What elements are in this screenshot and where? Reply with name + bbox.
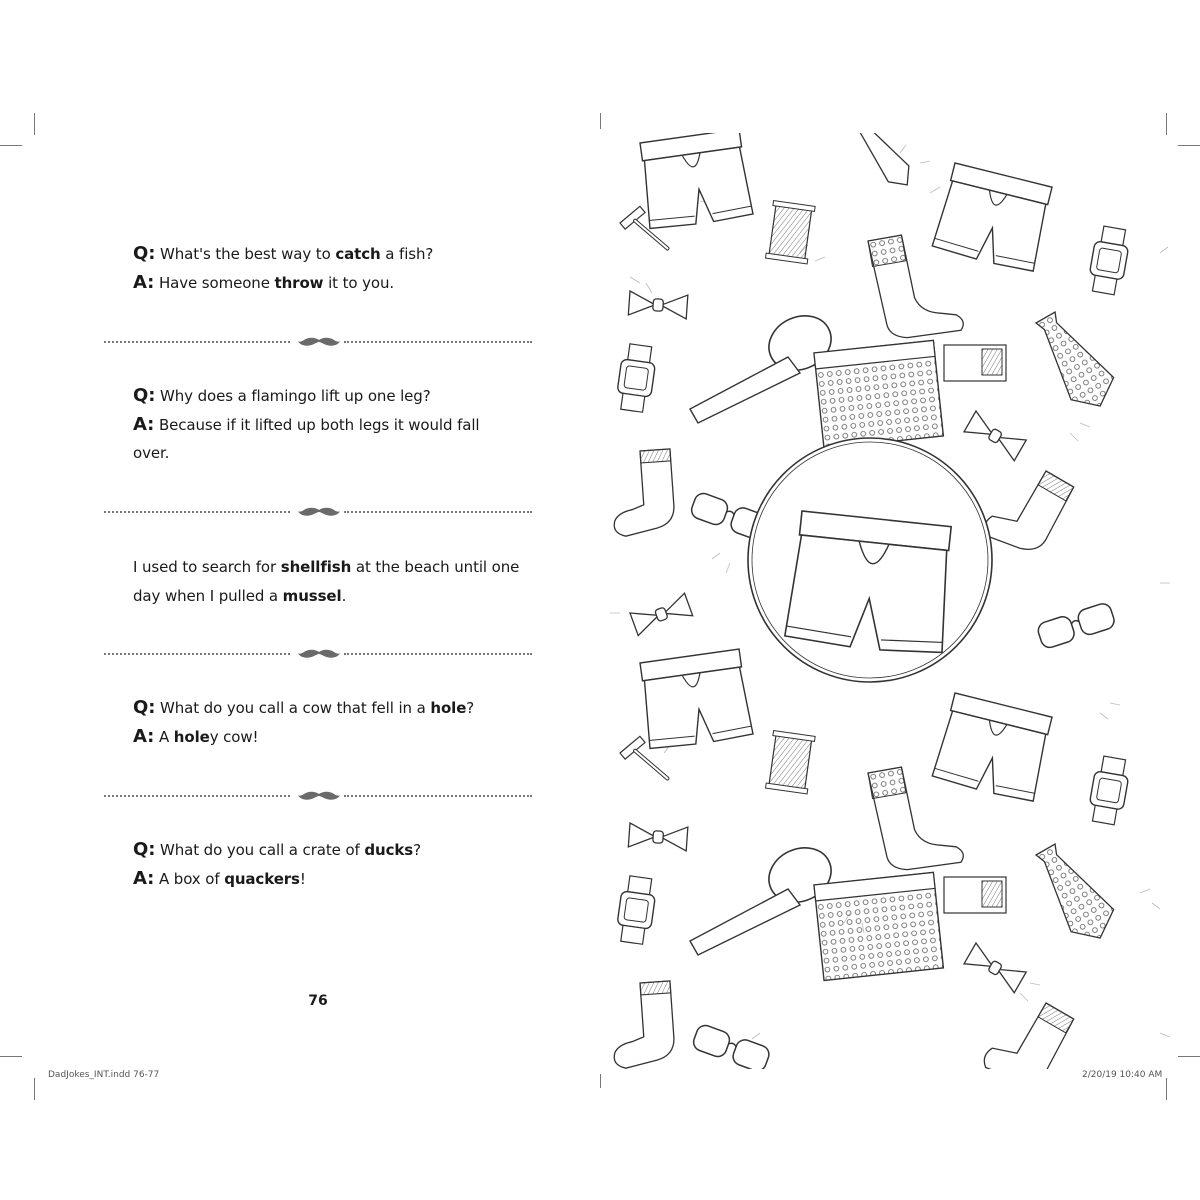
text: a fish?: [380, 245, 434, 263]
question-line: [133, 694, 533, 723]
a-label: A:: [133, 271, 155, 293]
text: over.: [133, 444, 170, 462]
a-label: A:: [133, 413, 155, 435]
text: !: [299, 869, 306, 888]
joke-1: [133, 240, 533, 297]
text: ?: [466, 699, 475, 717]
answer-line: [133, 269, 533, 298]
answer-line: [133, 411, 533, 440]
print-slug-right: 2/20/19 10:40 AM: [1082, 1070, 1163, 1080]
answer-line: [133, 723, 533, 752]
joke-3: [133, 553, 533, 610]
bold-word: catch: [335, 245, 381, 263]
text: What do you call a crate of: [159, 841, 365, 859]
crop-mark: [34, 113, 35, 135]
q-label: Q:: [133, 385, 156, 406]
coloring-pattern-illustration: [600, 133, 1186, 1069]
mustache-divider: [104, 336, 532, 348]
mustache-icon: [298, 506, 340, 518]
text: A: [158, 727, 174, 746]
bold-word: ducks: [364, 841, 414, 859]
question-line: [133, 836, 533, 865]
question-line: [133, 382, 533, 411]
joke-4: [133, 694, 533, 751]
text: Have someone: [158, 273, 275, 292]
text: day when I pulled a: [133, 586, 283, 605]
bold-word: shellfish: [280, 558, 352, 576]
text: .: [341, 586, 347, 605]
text: A box of: [158, 869, 225, 888]
text: What do you call a cow that fell in a: [159, 699, 431, 717]
right-page: [600, 0, 1200, 1200]
a-label: A:: [133, 867, 155, 889]
mustache-divider: [104, 506, 532, 518]
answer-continuation: [133, 439, 533, 468]
text: at the beach until one: [351, 558, 520, 576]
text: y cow!: [209, 727, 259, 746]
print-slug-left: DadJokes_INT.indd 76-77: [48, 1070, 160, 1080]
crop-mark: [0, 145, 22, 146]
mustache-icon: [298, 336, 340, 348]
mustache-divider: [104, 790, 532, 802]
crop-mark: [34, 1078, 35, 1100]
joke-line: [133, 582, 533, 611]
bold-word: quackers: [224, 869, 300, 888]
crop-mark: [1166, 113, 1167, 135]
answer-line: [133, 865, 533, 894]
bold-word: hole: [430, 699, 467, 717]
q-label: Q:: [133, 839, 156, 860]
text: it to you.: [323, 273, 395, 292]
question-line: [133, 240, 533, 269]
q-label: Q:: [133, 243, 156, 264]
page-number: 76: [308, 993, 328, 1009]
mustache-icon: [298, 648, 340, 660]
bold-word: mussel: [282, 586, 342, 605]
mustache-icon: [298, 790, 340, 802]
a-label: A:: [133, 725, 155, 747]
mustache-divider: [104, 648, 532, 660]
bold-word: hole: [173, 727, 210, 746]
bold-word: throw: [274, 273, 324, 292]
q-label: Q:: [133, 697, 156, 718]
text: I used to search for: [133, 558, 281, 576]
crop-mark: [0, 1056, 22, 1057]
text: What's the best way to: [159, 245, 336, 263]
joke-line: [133, 553, 533, 582]
crop-mark: [1166, 1078, 1167, 1100]
joke-2: [133, 382, 533, 468]
text: Why does a flamingo lift up one leg?: [159, 387, 431, 405]
text: ?: [413, 841, 421, 859]
joke-5: [133, 836, 533, 893]
text: Because if it lifted up both legs it would fall: [158, 415, 480, 434]
